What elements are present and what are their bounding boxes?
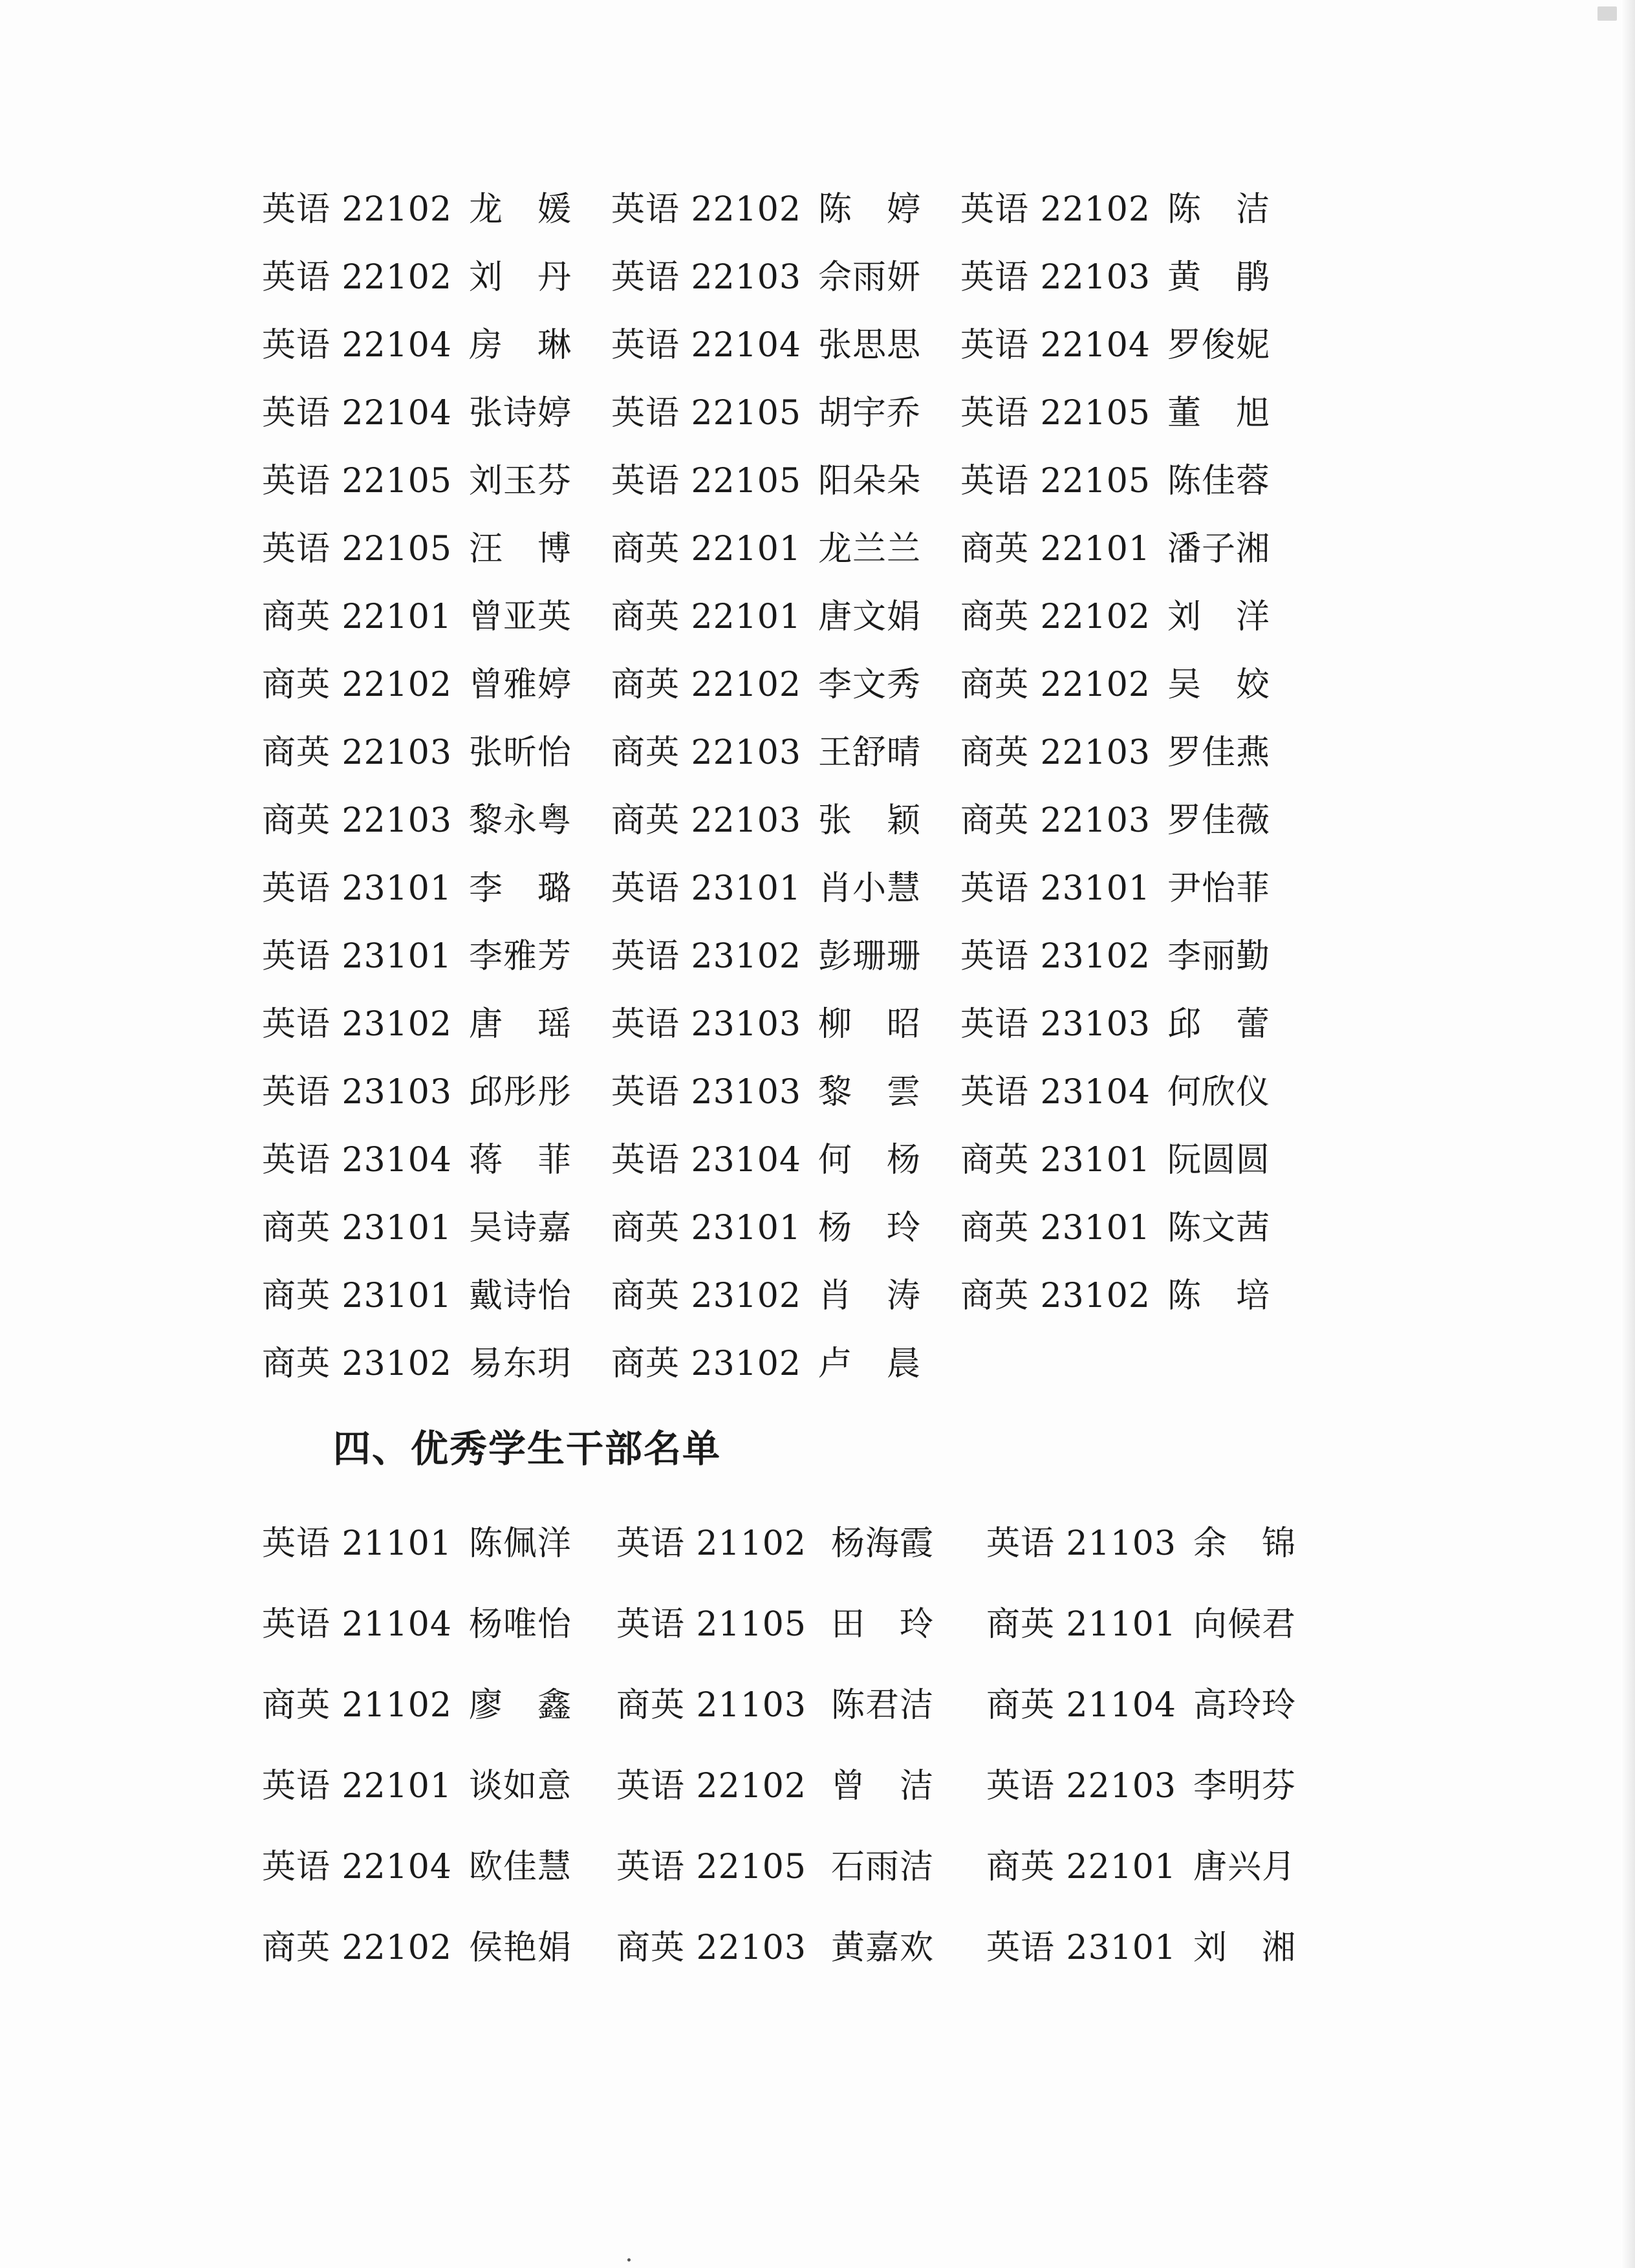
class-code: 商英 23102 (611, 1277, 801, 1315)
class-code: 商英 22102 (960, 598, 1151, 636)
class-code: 商英 23101 (960, 1209, 1151, 1247)
student-name: 刘 洋 (1167, 598, 1271, 636)
class-code: 商英 21103 (616, 1686, 807, 1725)
outstanding-cadres-list (262, 1504, 1310, 1989)
student-name: 侯艳娟 (469, 1928, 572, 1967)
class-code: 商英 22101 (611, 530, 801, 568)
student-name: 易东玥 (469, 1345, 572, 1383)
student-name: 邱彤彤 (469, 1073, 572, 1112)
student-name: 高玲玲 (1193, 1686, 1297, 1725)
student-name: 阳朵朵 (818, 462, 922, 501)
class-code: 商英 22103 (616, 1928, 807, 1967)
student-name: 曾雅婷 (469, 665, 572, 704)
student-name: 陈佩洋 (469, 1524, 572, 1563)
class-code: 英语 22105 (611, 462, 801, 501)
class-code: 商英 22103 (262, 801, 452, 840)
student-name: 何欣仪 (1167, 1073, 1271, 1112)
class-code: 英语 22105 (611, 394, 801, 433)
student-name: 陈文茜 (1167, 1209, 1271, 1247)
student-name: 黎永粤 (469, 801, 572, 840)
list-row (262, 719, 1310, 787)
student-name: 邱 蕾 (1167, 1005, 1271, 1044)
class-code: 英语 23101 (262, 937, 452, 976)
class-code: 英语 22105 (262, 530, 452, 568)
student-name: 尹怡菲 (1167, 869, 1271, 908)
class-code: 商英 23102 (262, 1345, 452, 1383)
student-name: 李明芬 (1193, 1767, 1297, 1806)
class-code: 英语 23103 (611, 1005, 801, 1044)
class-code: 商英 23101 (960, 1141, 1151, 1180)
class-code: 英语 23101 (986, 1928, 1176, 1967)
list-row (262, 1127, 1310, 1194)
class-code: 英语 22103 (611, 258, 801, 297)
class-code: 英语 23103 (611, 1073, 801, 1112)
student-name: 向候君 (1193, 1605, 1297, 1644)
class-code: 商英 21101 (986, 1605, 1176, 1644)
student-name: 谈如意 (469, 1767, 572, 1806)
student-name: 黄 鹃 (1167, 258, 1271, 297)
class-code: 英语 22103 (986, 1767, 1176, 1806)
student-name: 杨 玲 (818, 1209, 922, 1247)
class-code: 英语 22102 (611, 190, 801, 229)
student-name: 肖小慧 (818, 869, 922, 908)
student-name: 王舒晴 (818, 733, 922, 772)
class-code: 商英 22103 (960, 801, 1151, 840)
section-heading-outstanding-cadres: 四、优秀学生干部名单 (333, 1427, 722, 1471)
student-name: 佘雨妍 (818, 258, 922, 297)
class-code: 英语 22105 (960, 462, 1151, 501)
class-code: 商英 22101 (262, 598, 452, 636)
student-name: 潘子湘 (1167, 530, 1271, 568)
student-name: 杨海霞 (831, 1524, 935, 1563)
class-code: 英语 22102 (960, 190, 1151, 229)
class-code: 商英 22102 (611, 665, 801, 704)
student-name: 刘玉芬 (469, 462, 572, 501)
class-code: 英语 22105 (960, 394, 1151, 433)
class-code: 英语 21102 (616, 1524, 807, 1563)
class-code: 商英 21102 (262, 1686, 452, 1725)
student-name: 陈君洁 (831, 1686, 935, 1725)
student-name: 吴 姣 (1167, 665, 1271, 704)
page-edge-shadow (1621, 0, 1635, 2268)
class-code: 商英 23101 (262, 1277, 452, 1315)
class-code: 商英 22103 (611, 733, 801, 772)
student-name: 陈 培 (1167, 1277, 1271, 1315)
list-row (262, 787, 1310, 855)
class-code: 英语 23103 (262, 1073, 452, 1112)
list-row (262, 312, 1310, 380)
list-row (262, 1584, 1310, 1665)
class-code: 英语 21101 (262, 1524, 452, 1563)
student-name: 彭珊珊 (818, 937, 922, 976)
student-name: 张思思 (818, 326, 922, 365)
class-code: 英语 22104 (960, 326, 1151, 365)
class-code: 商英 22101 (611, 598, 801, 636)
student-list-continued (262, 176, 1310, 1398)
student-name: 柳 昭 (818, 1005, 922, 1044)
class-code: 英语 22102 (262, 258, 452, 297)
list-row (262, 991, 1310, 1059)
student-name: 阮圆圆 (1167, 1141, 1271, 1180)
student-name: 肖 涛 (818, 1277, 922, 1315)
class-code: 英语 23103 (960, 1005, 1151, 1044)
list-row (262, 176, 1310, 244)
class-code: 英语 23104 (960, 1073, 1151, 1112)
list-row (262, 855, 1310, 923)
class-code: 英语 22101 (262, 1767, 452, 1806)
list-row (262, 1908, 1310, 1989)
student-name: 曾 洁 (831, 1767, 935, 1806)
student-name: 唐 瑶 (469, 1005, 572, 1044)
class-code: 英语 22105 (262, 462, 452, 501)
student-name: 唐文娟 (818, 598, 922, 636)
student-name: 张 颖 (818, 801, 922, 840)
student-name: 戴诗怡 (469, 1277, 572, 1315)
list-row (262, 1262, 1310, 1330)
student-name: 李丽勤 (1167, 937, 1271, 976)
student-name: 龙兰兰 (818, 530, 922, 568)
list-row (262, 651, 1310, 719)
student-name: 罗俊妮 (1167, 326, 1271, 365)
class-code: 商英 22102 (262, 1928, 452, 1967)
student-name: 何 杨 (818, 1141, 922, 1180)
class-code: 英语 21105 (616, 1605, 807, 1644)
student-name: 石雨洁 (831, 1848, 935, 1886)
student-name: 田 玲 (831, 1605, 935, 1644)
list-row (262, 448, 1310, 515)
list-row (262, 583, 1310, 651)
student-name: 张昕怡 (469, 733, 572, 772)
student-name: 吴诗嘉 (469, 1209, 572, 1247)
class-code: 英语 23101 (611, 869, 801, 908)
class-code: 商英 21104 (986, 1686, 1176, 1725)
class-code: 商英 22101 (986, 1848, 1176, 1886)
class-code: 商英 23101 (611, 1209, 801, 1247)
student-name: 卢 晨 (818, 1345, 922, 1383)
student-name: 唐兴月 (1193, 1848, 1297, 1886)
list-row (262, 1504, 1310, 1584)
list-row (262, 1665, 1310, 1746)
class-code: 英语 22104 (611, 326, 801, 365)
class-code: 英语 23101 (960, 869, 1151, 908)
student-name: 曾亚英 (469, 598, 572, 636)
student-name: 廖 鑫 (469, 1686, 572, 1725)
student-name: 房 琳 (469, 326, 572, 365)
student-name: 龙 媛 (469, 190, 572, 229)
student-name: 董 旭 (1167, 394, 1271, 433)
class-code: 商英 22102 (960, 665, 1151, 704)
list-row (262, 923, 1310, 991)
class-code: 商英 22103 (611, 801, 801, 840)
scan-speck (627, 2258, 631, 2262)
student-name: 罗佳薇 (1167, 801, 1271, 840)
class-code: 商英 22103 (262, 733, 452, 772)
class-code: 英语 21104 (262, 1605, 452, 1644)
scan-corner-mark (1597, 6, 1617, 21)
class-code: 英语 23102 (960, 937, 1151, 976)
class-code: 商英 23101 (262, 1209, 452, 1247)
list-row (262, 244, 1310, 312)
class-code: 商英 23102 (960, 1277, 1151, 1315)
student-name: 陈 婷 (818, 190, 922, 229)
student-name: 胡宇乔 (818, 394, 922, 433)
class-code: 商英 22102 (262, 665, 452, 704)
student-name: 刘 湘 (1193, 1928, 1297, 1967)
list-row (262, 1194, 1310, 1262)
list-row (262, 1330, 1310, 1398)
class-code: 商英 23102 (611, 1345, 801, 1383)
class-code: 英语 22103 (960, 258, 1151, 297)
student-name: 汪 博 (469, 530, 572, 568)
list-row (262, 380, 1310, 448)
class-code: 英语 23102 (262, 1005, 452, 1044)
student-name: 余 锦 (1193, 1524, 1297, 1563)
student-name: 黎 雲 (818, 1073, 922, 1112)
student-name: 罗佳燕 (1167, 733, 1271, 772)
class-code: 英语 23104 (262, 1141, 452, 1180)
class-code: 英语 23104 (611, 1141, 801, 1180)
class-code: 英语 22102 (616, 1767, 807, 1806)
student-name: 刘 丹 (469, 258, 572, 297)
list-row (262, 515, 1310, 583)
class-code: 英语 21103 (986, 1524, 1176, 1563)
class-code: 英语 22104 (262, 326, 452, 365)
class-code: 商英 22101 (960, 530, 1151, 568)
student-name: 陈佳蓉 (1167, 462, 1271, 501)
class-code: 英语 23102 (611, 937, 801, 976)
class-code: 英语 22102 (262, 190, 452, 229)
student-name: 李雅芳 (469, 937, 572, 976)
class-code: 英语 22104 (262, 394, 452, 433)
list-row (262, 1827, 1310, 1908)
student-name: 杨唯怡 (469, 1605, 572, 1644)
student-name: 陈 洁 (1167, 190, 1271, 229)
class-code: 英语 22104 (262, 1848, 452, 1886)
class-code: 英语 23101 (262, 869, 452, 908)
student-name: 李文秀 (818, 665, 922, 704)
student-name: 蒋 菲 (469, 1141, 572, 1180)
class-code: 英语 22105 (616, 1848, 807, 1886)
student-name: 李 璐 (469, 869, 572, 908)
student-name: 黄嘉欢 (831, 1928, 935, 1967)
list-row (262, 1059, 1310, 1127)
student-name: 欧佳慧 (469, 1848, 572, 1886)
list-row (262, 1746, 1310, 1827)
student-name: 张诗婷 (469, 394, 572, 433)
class-code: 商英 22103 (960, 733, 1151, 772)
